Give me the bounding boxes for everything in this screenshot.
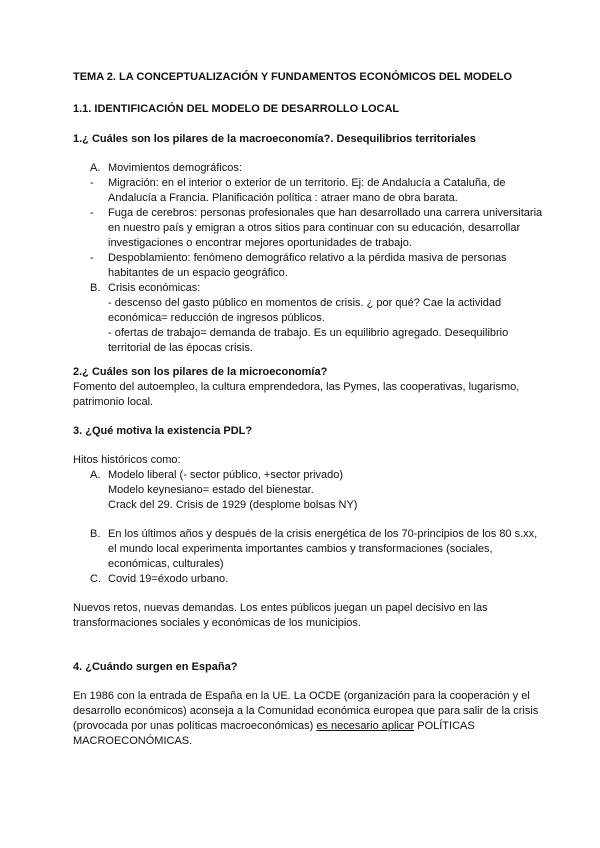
list-item-a bbox=[73, 161, 543, 176]
section-subtitle: 1.1. IDENTIFICACIÓN DEL MODELO DE DESARROLLO LOCAL bbox=[73, 103, 400, 115]
list-item-b bbox=[73, 281, 543, 296]
list-item-text: Modelo liberal (- sector público, +sector privado) bbox=[108, 469, 344, 481]
list-item-text: Despoblamiento: fenómeno demográfico relativo a la pérdida masiva de personas habitantes de un espacio geográfico. bbox=[108, 252, 507, 279]
document-title: TEMA 2. LA CONCEPTUALIZACIÓN Y FUNDAMENTOS ECONÓMICOS DEL MODELO bbox=[73, 71, 513, 83]
question-4-heading: 4. ¿Cuándo surgen en España? bbox=[73, 661, 238, 673]
list-item-b bbox=[73, 527, 543, 572]
list-item-a bbox=[73, 468, 543, 483]
list-item-bullet bbox=[73, 176, 543, 206]
list-item-bullet bbox=[73, 206, 543, 251]
question-2-body: Fomento del autoempleo, la cultura emprendedora, las Pymes, las cooperativas, lugarismo, patrimonio local. bbox=[73, 381, 520, 408]
question-3-intro: Hitos históricos como: bbox=[73, 454, 181, 466]
list-marker: C. bbox=[90, 573, 101, 585]
question-3-closing: Nuevos retos, nuevas demandas. Los entes públicos juegan un papel decisivo en las transformaciones sociales y económicas de los municipios. bbox=[73, 602, 488, 629]
list-marker: A. bbox=[90, 469, 101, 481]
question-4-body bbox=[73, 689, 543, 749]
list-marker: B. bbox=[90, 528, 101, 540]
list-item-text: En los últimos años y después de la crisis energética de los 70-principios de los 80 s.xx, el mundo local experimenta importantes cambios y transformaciones (sociales, económicas, culturales) bbox=[108, 528, 538, 570]
question-1-heading: 1.¿ Cuáles son los pilares de la macroeconomía?. Desequilibrios territoriales bbox=[73, 133, 476, 145]
question-3-list-a bbox=[73, 468, 543, 513]
dash-marker: - bbox=[90, 252, 94, 264]
list-item-c bbox=[73, 572, 543, 587]
dash-marker: - bbox=[90, 177, 94, 189]
list-item-subtext: - descenso del gasto público en momentos de crisis. ¿ por qué? Cae la actividad económica= reducción de ingresos públicos. bbox=[108, 297, 502, 324]
list-marker: B. bbox=[90, 282, 101, 294]
list-item-subtext: - ofertas de trabajo= demanda de trabajo. Es un equilibrio agregado. Desequilibrio territorial de las épocas crisis. bbox=[108, 327, 509, 354]
list-item-text: Fuga de cerebros: personas profesionales que han desarrollado una carrera universitaria en nuestro país y emigran a otros sitios para continuar con su educación, desarrollar investigaciones o encontrar mejores oportunidades de trabajo. bbox=[108, 207, 543, 249]
question-2-heading: 2.¿ Cuáles son los pilares de la microeconomía? bbox=[73, 366, 328, 378]
dash-marker: - bbox=[90, 207, 94, 219]
list-item-bullet bbox=[73, 251, 543, 281]
question-3-list-bc bbox=[73, 527, 543, 587]
list-marker: A. bbox=[90, 162, 101, 174]
underlined-text: es necesario aplicar bbox=[316, 720, 415, 732]
question-1-list bbox=[73, 161, 543, 356]
list-item-text: Migración: en el interior o exterior de un territorio. Ej: de Andalucía a Cataluña, de Andalucía a Francia. Planificación política : atraer mano de obra barata. bbox=[108, 177, 506, 204]
list-item-text: Covid 19=éxodo urbano. bbox=[108, 573, 229, 585]
list-item-subtext: Crack del 29. Crisis de 1929 (desplome bolsas NY) bbox=[108, 499, 358, 511]
body-text: POLÍTICAS MACROECONÓMICAS. bbox=[73, 720, 475, 747]
list-item-subtext: Modelo keynesiano= estado del bienestar. bbox=[108, 484, 314, 496]
list-item-text: Crisis económicas: bbox=[108, 282, 201, 294]
question-3-heading: 3. ¿Qué motiva la existencia PDL? bbox=[73, 425, 253, 437]
list-item-text: Movimientos demográficos: bbox=[108, 162, 242, 174]
body-text: En 1986 con la entrada de España en la UE. La OCDE (organización para la cooperación y el desarrollo económicos) aconseja a la Comunidad económica europea que para salir de la crisis (provocada por unas políticas macroeconómicas) bbox=[73, 690, 539, 732]
